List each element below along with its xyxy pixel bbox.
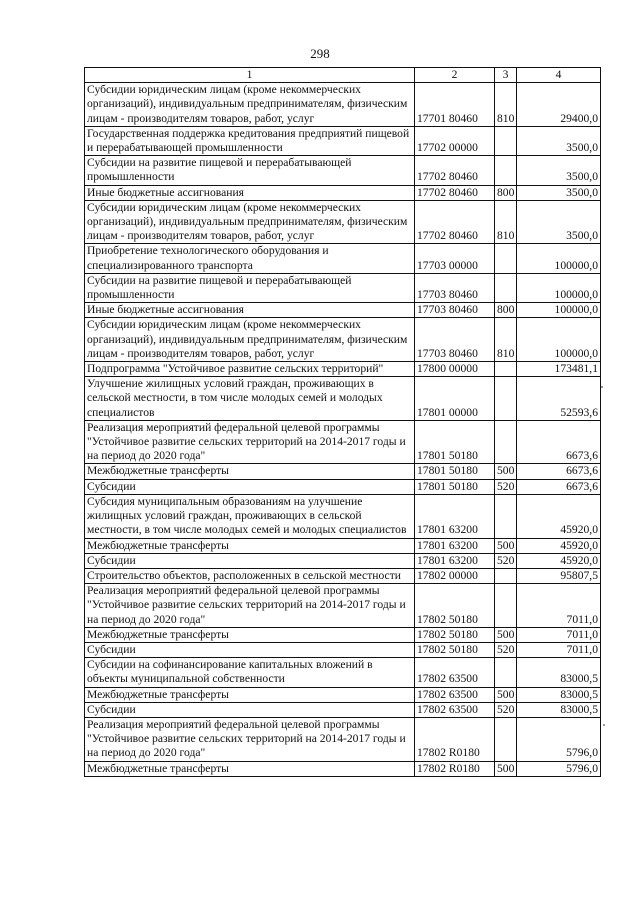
header-col-name: 1 <box>85 68 415 83</box>
cell-sum: 95807,5 <box>517 568 601 583</box>
cell-type: 500 <box>495 761 517 776</box>
cell-name: Межбюджетные трансферты <box>85 687 415 702</box>
cell-sum: 7011,0 <box>517 642 601 657</box>
cell-sum: 6673,6 <box>517 420 601 464</box>
cell-code: 17802 63500 <box>415 687 495 702</box>
cell-sum: 5796,0 <box>517 761 601 776</box>
cell-name: Межбюджетные трансферты <box>85 464 415 479</box>
header-col-code: 2 <box>415 68 495 83</box>
cell-name: Субсидии на софинансирование капитальных вложений в объекты муниципальной собственности <box>85 658 415 687</box>
header-row <box>85 68 601 83</box>
cell-type <box>495 420 517 464</box>
cell-code: 17801 63200 <box>415 553 495 568</box>
cell-type: 810 <box>495 83 517 127</box>
cell-type: 500 <box>495 538 517 553</box>
cell-type: 500 <box>495 687 517 702</box>
cell-code: 17701 80460 <box>415 83 495 127</box>
scan-speck <box>601 386 603 388</box>
cell-type: 520 <box>495 702 517 717</box>
cell-name: Субсидии на развитие пищевой и перерабатывающей промышленности <box>85 156 415 185</box>
table-row <box>85 362 601 377</box>
table-header <box>85 68 601 83</box>
cell-name: Межбюджетные трансферты <box>85 761 415 776</box>
table-row <box>85 584 601 628</box>
header-col-type: 3 <box>495 68 517 83</box>
table-row <box>85 479 601 494</box>
cell-sum: 45920,0 <box>517 494 601 538</box>
cell-sum: 173481,1 <box>517 362 601 377</box>
cell-type <box>495 568 517 583</box>
budget-table <box>84 67 601 777</box>
cell-sum: 29400,0 <box>517 83 601 127</box>
cell-sum: 83000,5 <box>517 702 601 717</box>
cell-type <box>495 156 517 185</box>
cell-sum: 3500,0 <box>517 200 601 244</box>
cell-name: Субсидия муниципальным образованиям на улучшение жилищных условий граждан, проживающих в сельской местности, в том числе молодых семей и молодых специалистов <box>85 494 415 538</box>
cell-type: 500 <box>495 627 517 642</box>
table-row <box>85 420 601 464</box>
cell-code: 17702 00000 <box>415 126 495 155</box>
cell-sum: 45920,0 <box>517 553 601 568</box>
cell-type: 810 <box>495 318 517 362</box>
table-row <box>85 273 601 302</box>
cell-sum: 100000,0 <box>517 303 601 318</box>
cell-code: 17801 50180 <box>415 479 495 494</box>
table-row <box>85 761 601 776</box>
cell-code: 17801 50180 <box>415 464 495 479</box>
cell-type <box>495 584 517 628</box>
table-row <box>85 303 601 318</box>
table-row <box>85 200 601 244</box>
table-row <box>85 642 601 657</box>
cell-code: 17802 63500 <box>415 702 495 717</box>
cell-sum: 6673,6 <box>517 479 601 494</box>
table-row <box>85 553 601 568</box>
cell-code: 17801 50180 <box>415 420 495 464</box>
cell-sum: 5796,0 <box>517 717 601 761</box>
cell-type <box>495 126 517 155</box>
table-row <box>85 377 601 421</box>
table-row <box>85 627 601 642</box>
cell-sum: 83000,5 <box>517 658 601 687</box>
cell-name: Субсидии <box>85 702 415 717</box>
cell-code: 17702 80460 <box>415 156 495 185</box>
cell-code: 17802 R0180 <box>415 761 495 776</box>
cell-name: Иные бюджетные ассигнования <box>85 185 415 200</box>
table-row <box>85 156 601 185</box>
cell-code: 17800 00000 <box>415 362 495 377</box>
cell-name: Подпрограмма "Устойчивое развитие сельских территорий" <box>85 362 415 377</box>
table-row <box>85 658 601 687</box>
cell-code: 17801 63200 <box>415 538 495 553</box>
cell-name: Субсидии <box>85 479 415 494</box>
cell-sum: 45920,0 <box>517 538 601 553</box>
cell-name: Реализация мероприятий федеральной целевой программы "Устойчивое развитие сельских территорий на 2014-2017 годы и на период до 2020 года" <box>85 584 415 628</box>
cell-sum: 3500,0 <box>517 126 601 155</box>
cell-code: 17702 80460 <box>415 200 495 244</box>
cell-code: 17802 63500 <box>415 658 495 687</box>
cell-name: Субсидии юридическим лицам (кроме некоммерческих организаций), индивидуальным предпринимателям, физическим лицам - производителям товаров, работ, услуг <box>85 318 415 362</box>
cell-name: Строительство объектов, расположенных в сельской местности <box>85 568 415 583</box>
cell-type <box>495 244 517 273</box>
cell-sum: 100000,0 <box>517 318 601 362</box>
cell-type <box>495 717 517 761</box>
cell-name: Улучшение жилищных условий граждан, проживающих в сельской местности, в том числе молодых семей и молодых специалистов <box>85 377 415 421</box>
cell-name: Субсидии юридическим лицам (кроме некоммерческих организаций), индивидуальным предпринимателям, физическим лицам - производителям товаров, работ, услуг <box>85 200 415 244</box>
cell-name: Субсидии <box>85 642 415 657</box>
cell-code: 17802 50180 <box>415 627 495 642</box>
cell-type: 800 <box>495 185 517 200</box>
cell-type <box>495 377 517 421</box>
cell-sum: 3500,0 <box>517 185 601 200</box>
cell-sum: 83000,5 <box>517 687 601 702</box>
cell-name: Межбюджетные трансферты <box>85 538 415 553</box>
table-row <box>85 244 601 273</box>
cell-type <box>495 658 517 687</box>
cell-code: 17802 00000 <box>415 568 495 583</box>
cell-type <box>495 362 517 377</box>
cell-sum: 6673,6 <box>517 464 601 479</box>
cell-sum: 7011,0 <box>517 584 601 628</box>
cell-type: 500 <box>495 464 517 479</box>
cell-sum: 100000,0 <box>517 244 601 273</box>
scan-speck <box>603 724 605 726</box>
cell-name: Иные бюджетные ассигнования <box>85 303 415 318</box>
cell-sum: 100000,0 <box>517 273 601 302</box>
table-row <box>85 702 601 717</box>
cell-name: Приобретение технологического оборудования и специализированного транспорта <box>85 244 415 273</box>
table-row <box>85 538 601 553</box>
table-row <box>85 83 601 127</box>
cell-type <box>495 494 517 538</box>
cell-sum: 3500,0 <box>517 156 601 185</box>
cell-sum: 7011,0 <box>517 627 601 642</box>
cell-type: 520 <box>495 642 517 657</box>
cell-sum: 52593,6 <box>517 377 601 421</box>
cell-code: 17702 80460 <box>415 185 495 200</box>
cell-name: Субсидии <box>85 553 415 568</box>
table-row <box>85 494 601 538</box>
cell-code: 17703 80460 <box>415 273 495 302</box>
header-col-sum: 4 <box>517 68 601 83</box>
cell-code: 17703 80460 <box>415 303 495 318</box>
table-row <box>85 717 601 761</box>
cell-code: 17801 63200 <box>415 494 495 538</box>
table-row <box>85 126 601 155</box>
cell-code: 17802 50180 <box>415 584 495 628</box>
cell-type <box>495 273 517 302</box>
cell-code: 17802 50180 <box>415 642 495 657</box>
table-row <box>85 464 601 479</box>
cell-type: 810 <box>495 200 517 244</box>
cell-name: Государственная поддержка кредитования предприятий пищевой и перерабатывающей промышленности <box>85 126 415 155</box>
table-row <box>85 568 601 583</box>
table-row <box>85 185 601 200</box>
cell-name: Межбюджетные трансферты <box>85 627 415 642</box>
table-row <box>85 687 601 702</box>
cell-name: Субсидии на развитие пищевой и перерабатывающей промышленности <box>85 273 415 302</box>
cell-type: 520 <box>495 553 517 568</box>
cell-code: 17802 R0180 <box>415 717 495 761</box>
cell-type: 520 <box>495 479 517 494</box>
cell-name: Субсидии юридическим лицам (кроме некоммерческих организаций), индивидуальным предпринимателям, физическим лицам - производителям товаров, работ, услуг <box>85 83 415 127</box>
cell-code: 17703 00000 <box>415 244 495 273</box>
cell-type: 800 <box>495 303 517 318</box>
page-number: 298 <box>310 46 330 61</box>
cell-name: Реализация мероприятий федеральной целевой программы "Устойчивое развитие сельских территорий на 2014-2017 годы и на период до 2020 года" <box>85 420 415 464</box>
table-body <box>85 83 601 777</box>
cell-name: Реализация мероприятий федеральной целевой программы "Устойчивое развитие сельских территорий на 2014-2017 годы и на период до 2020 года" <box>85 717 415 761</box>
table-row <box>85 318 601 362</box>
cell-code: 17801 00000 <box>415 377 495 421</box>
cell-code: 17703 80460 <box>415 318 495 362</box>
